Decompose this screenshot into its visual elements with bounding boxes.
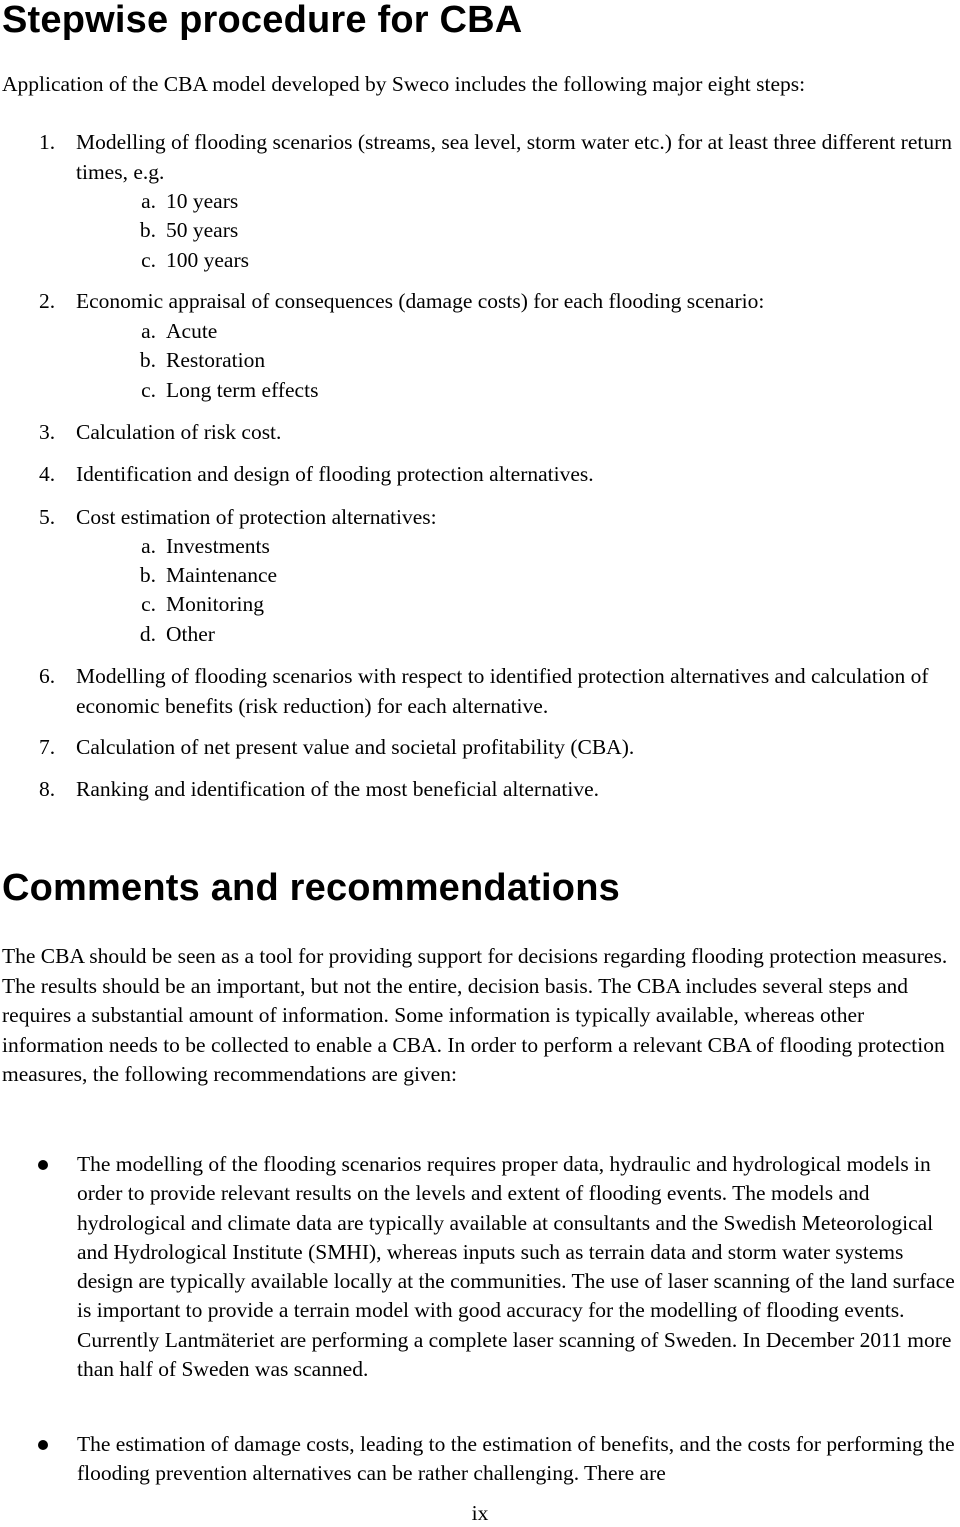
bullet-icon (38, 1160, 48, 1170)
substep-text: Acute (166, 319, 218, 343)
step-text: Calculation of risk cost. (76, 420, 282, 444)
comments-paragraph: The CBA should be seen as a tool for providing support for decisions regarding flooding protection measures. The results should be an important, but not the entire, decision basis. The CBA includes several steps and requires a substantial amount of information. Some information is typically available, whereas other information needs to be collected to enable a CBA. In order to perform a relevant CBA of flooding protection measures, the following recommendations are given: (2, 944, 948, 1087)
substep-letter: c. (141, 592, 156, 616)
substep-letter: a. (141, 534, 156, 558)
substep-letter: b. (139, 563, 156, 587)
substep-text: 10 years (166, 189, 239, 213)
step-number: 8. (39, 777, 56, 801)
substep-letter: d. (139, 622, 156, 646)
substep-text: Restoration (166, 348, 266, 372)
substep-letter: b. (139, 348, 156, 372)
step-number: 7. (39, 735, 56, 759)
step-number: 1. (39, 130, 56, 154)
substep-text: Long term effects (166, 378, 319, 402)
step-text: Modelling of flooding scenarios (streams, sea level, storm water etc.) for at least three different return times, e.g. (76, 130, 953, 184)
substep-text: Other (166, 622, 215, 646)
step-number: 6. (39, 664, 56, 688)
recommendation-item: The modelling of the flooding scenarios requires proper data, hydraulic and hydrological models in order to provide relevant results on the levels and extent of flooding events. The models and hydrological and climate data are typically available at consultants and the Swedish Meteorological and Hydrological Institute (SMHI), whereas inputs such as terrain data and storm water systems design are typically available locally at the communities. The use of laser scanning of the land surface is important to provide a terrain model with good accuracy for the modelling of flooding events. Currently Lantmäteriet are performing a complete laser scanning of Sweden. In December 2011 more than half of Sweden was scanned. (77, 1152, 955, 1382)
substep-letter: c. (141, 248, 156, 272)
substep-text: Investments (166, 534, 270, 558)
substep-text: Monitoring (166, 592, 264, 616)
substep-letter: c. (141, 378, 156, 402)
bullet-icon (38, 1440, 48, 1450)
step-text: Calculation of net present value and societal profitability (CBA). (76, 735, 635, 759)
section-heading-comments: Comments and recommendations (2, 867, 620, 909)
step-text: Ranking and identification of the most beneficial alternative. (76, 777, 599, 801)
section-heading-procedure: Stepwise procedure for CBA (2, 0, 523, 41)
step-number: 3. (39, 420, 56, 444)
step-text: Modelling of flooding scenarios with respect to identified protection alternatives and calculation of economic benefits (risk reduction) for each alternative. (76, 664, 929, 718)
step-text: Economic appraisal of consequences (damage costs) for each flooding scenario: (76, 289, 765, 313)
step-number: 2. (39, 289, 56, 313)
substep-letter: a. (141, 189, 156, 213)
substep-text: 100 years (166, 248, 249, 272)
recommendation-item: The estimation of damage costs, leading to the estimation of benefits, and the costs for performing the flooding prevention alternatives can be rather challenging. There are (77, 1432, 955, 1486)
substep-text: Maintenance (166, 563, 278, 587)
substep-letter: a. (141, 319, 156, 343)
page-number: ix (471, 1501, 489, 1525)
intro-paragraph: Application of the CBA model developed by Sweco includes the following major eight steps: (2, 72, 806, 96)
step-text: Identification and design of flooding protection alternatives. (76, 462, 594, 486)
step-text: Cost estimation of protection alternatives: (76, 505, 437, 529)
step-number: 5. (39, 505, 56, 529)
substep-text: 50 years (166, 218, 239, 242)
substep-letter: b. (139, 218, 156, 242)
step-number: 4. (39, 462, 56, 486)
